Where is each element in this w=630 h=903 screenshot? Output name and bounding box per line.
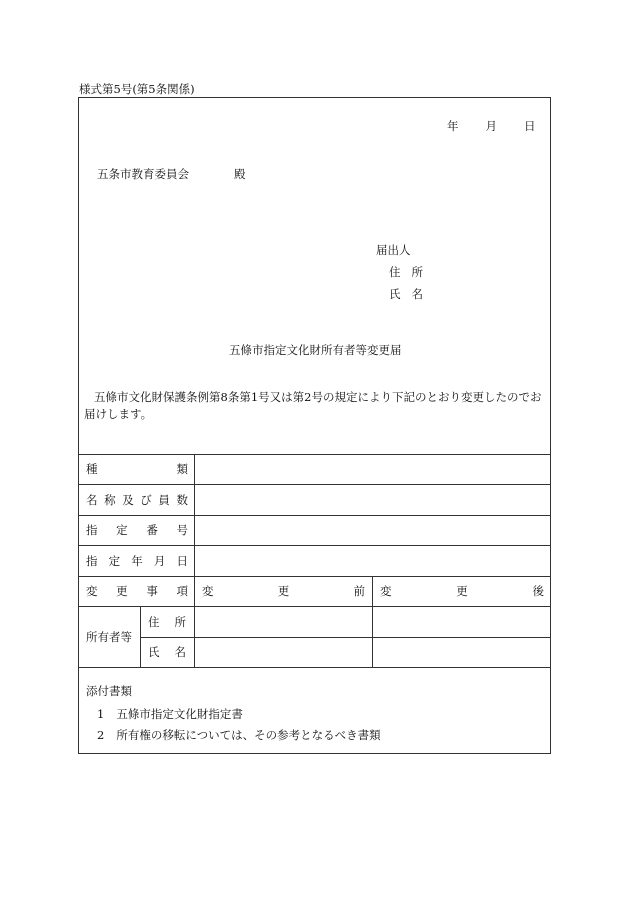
owner-name-label: 氏 名	[148, 645, 186, 659]
attachment-item: 2 所有権の移転については、その参考となるべき書類	[97, 728, 381, 742]
addressee	[97, 166, 246, 182]
row-label-designation-date: 指 定 年 月 日	[86, 553, 188, 568]
table-line	[140, 637, 551, 638]
header-after-change: 変 更 後	[380, 584, 544, 598]
document-title: 五條市指定文化財所有者等変更届	[229, 343, 402, 357]
row-label-type: 種 類	[86, 462, 188, 476]
table-col-line	[194, 454, 195, 667]
applicant-address-label: 住 所	[389, 265, 423, 279]
table-col-line	[140, 606, 141, 667]
owner-label: 所有者等	[86, 629, 132, 644]
applicant-label: 届出人	[376, 243, 411, 257]
row-label-designation-number: 指 定 番 号	[86, 523, 188, 537]
addressee-name: 五条市教育委員会	[97, 167, 189, 181]
applicant-name-label: 氏 名	[389, 287, 423, 301]
date-month: 月	[485, 119, 497, 133]
form-code: 様式第5号(第5条関係)	[79, 82, 195, 96]
date-day: 日	[524, 119, 536, 133]
date-line	[447, 118, 536, 134]
date-year: 年	[447, 119, 459, 133]
table-col-line	[372, 576, 373, 667]
row-label-change-item: 変 更 事 項	[86, 584, 188, 598]
honorific: 殿	[234, 167, 246, 181]
owner-address-label: 住 所	[148, 614, 186, 629]
body-text: 五條市文化財保護条例第8条第1号又は第2号の規定により下記のとおり変更したのでお届けします。	[84, 390, 542, 421]
row-label-name-count: 名 称 及 び 員 数	[86, 492, 188, 507]
attachments-title: 添付書類	[86, 684, 132, 698]
attachment-item: 1 五條市指定文化財指定書	[97, 707, 243, 721]
header-before-change: 変 更 前	[202, 584, 365, 598]
table-bottom-line	[78, 667, 551, 668]
